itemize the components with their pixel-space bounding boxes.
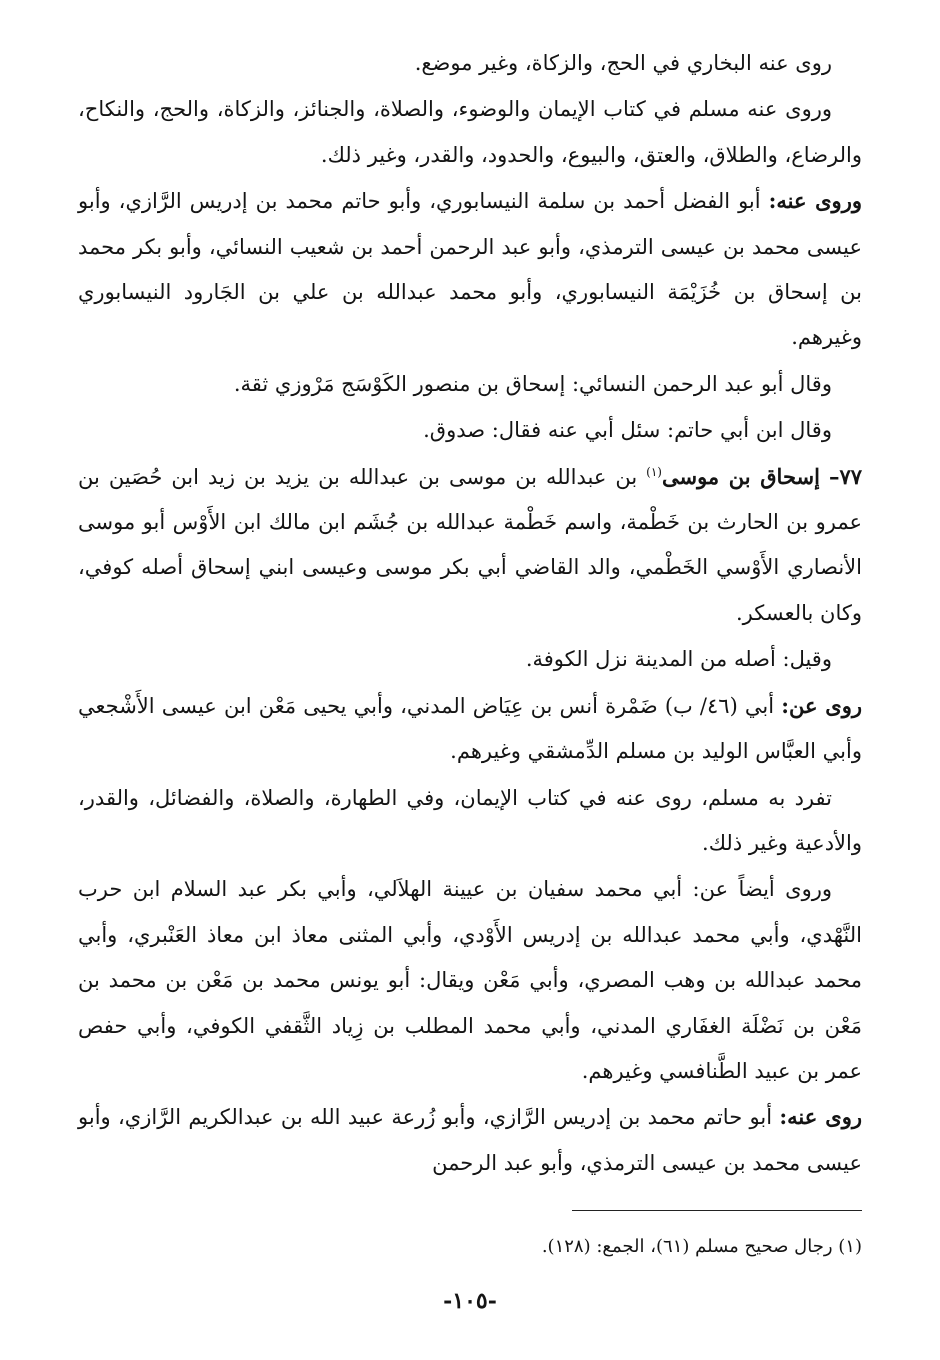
paragraph xyxy=(78,683,862,775)
entry-77 xyxy=(78,454,862,637)
paragraph xyxy=(78,1094,862,1186)
paragraph-text: وروى أيضاً عن: أبي محمد سفيان بن عيينة الهلاَلي، وأبي بكر عبد السلام ابن حرب النَّهْدي، وأبي محمد عبدالله بن إدريس الأَوْدي، وأبي المثنى معاذ ابن معاذ العَنْبري، وأبي محمد عبدالله بن وهب المصري، وأبي مَعْن ويقال: أبو يونس محمد بن مَعْن بن محمد بن مَعْن بن نَضْلَة الغفَاري المدني، وأبي محمد المطلب بن زِياد الثَّقفي الكوفي، وأبي حفص عمر بن عبيد الطَّنافسي وغيرهم. xyxy=(78,877,862,1083)
paragraph-text: روى عنه البخاري في الحج، والزكاة، وغير موضع. xyxy=(414,51,832,75)
paragraph-text: أبو الفضل أحمد بن سلمة النيسابوري، وأبو حاتم محمد بن إدريس الرَّازي، وأبو عيسى محمد بن عيسى الترمذي، وأبو عبد الرحمن أحمد بن شعيب النسائي، وأبو بكر محمد بن إسحاق بن خُزَيْمَة النيسابوري، وأبو محمد عبدالله بن علي بن الجَارود النيسابوري وغيرهم. xyxy=(78,189,862,350)
paragraph-lead: روى عن: xyxy=(781,692,862,718)
entry-number: ٧٧– xyxy=(828,463,862,489)
paragraph-text: أبي (٤٦/ ب) ضَمْرة أنس بن عِيَاض المدني، وأبي يحيى مَعْن ابن عيسى الأَشْجعي وأبي العبَّاس الوليد بن مسلم الدِّمشقي وغيرهم. xyxy=(78,693,862,764)
paragraph-lead: وروى عنه: xyxy=(768,188,862,214)
entry-name: إسحاق بن موسى xyxy=(661,463,820,489)
paragraph-text: وروى عنه مسلم في كتاب الإيمان والوضوء، والصلاة، والجنائز، والزكاة، والحج، والنكاح، والرضاع، والطلاق، والعتق، والبيوع، والحدود، والقدر، وغير ذلك. xyxy=(78,97,862,167)
footnote-divider xyxy=(572,1210,862,1211)
paragraph-text: وقال ابن أبي حاتم: سئل أبي عنه فقال: صدوق. xyxy=(423,418,832,443)
paragraph-text: تفرد به مسلم، روى عنه في كتاب الإيمان، وفي الطهارة، والصلاة، والفضائل، والقدر، والأدعية وغير ذلك. xyxy=(78,785,862,855)
footnote: (١) رجال صحيح مسلم (٦١)، الجمع: (١٢٨). xyxy=(541,1236,862,1257)
footnote-reference: (١) xyxy=(646,464,662,479)
main-text xyxy=(78,40,862,1186)
paragraph xyxy=(78,636,862,682)
paragraph xyxy=(78,178,862,361)
paragraph-text: وقال أبو عبد الرحمن النسائي: إسحاق بن منصور الكَوْسَج مَرْوزي ثقة. xyxy=(233,371,832,396)
entry-text: بن عبدالله بن موسى بن عبدالله بن يزيد بن زيد ابن حُصَين بن عمرو بن الحارث بن خَطْمة، واسم خَطْمة عبدالله بن جُشَم ابن مالك ابن الأَوْس أبو موسى الأنصاري الأَوْسي الخَطْمي، والد القاضي أبي بكر موسى وعيسى ابني إسحاق أصله كوفي، وكان بالعسكر. xyxy=(78,464,862,625)
paragraph-lead: روى عنه: xyxy=(779,1104,862,1130)
paragraph-text: وقيل: أصله من المدينة نزل الكوفة. xyxy=(525,647,832,672)
paragraph xyxy=(78,775,862,867)
page-number: -١٠٥- xyxy=(443,1288,497,1314)
paragraph xyxy=(78,40,862,86)
paragraph xyxy=(78,407,862,453)
paragraph-text: أبو حاتم محمد بن إدريس الرَّازي، وأبو زُرعة عبيد الله بن عبدالكريم الرَّازي، وأبو عيسى محمد بن عيسى الترمذي، وأبو عبد الرحمن xyxy=(78,1105,862,1175)
paragraph xyxy=(78,86,862,178)
paragraph xyxy=(78,361,862,407)
paragraph xyxy=(78,866,862,1094)
